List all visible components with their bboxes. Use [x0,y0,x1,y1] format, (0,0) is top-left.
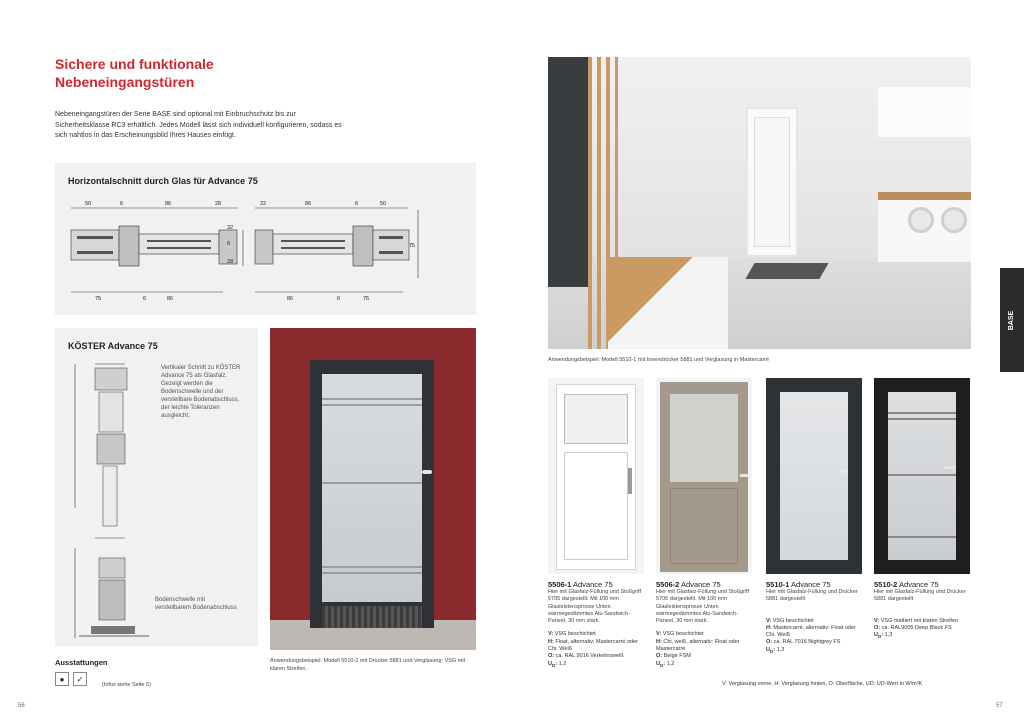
spec-ud: 1,2 [666,660,675,667]
dim-vertical-2: 6 [227,241,231,247]
vertical-section-description: Vertikaler Schnitt zu KÖSTER Advance 75 als Glasfalz. Gezeigt werden die Bodenschwelle und der verstellbare Bodenabschluss, der leichte Toleranzen ausgleicht. [161,365,241,419]
product-code: 5510-2 [874,580,898,589]
title-line-1: Sichere und funktionale [55,56,214,72]
product-text: Hier mit Glasfalz-Füllung und Stoßgriff 5705 dargestellt. Mit 100 mm Glasleistensprosse Unten wärmegedämmtes Alu-Sandwich-Paneel, 30 mm stark. [548,589,642,625]
door-photo-red-wall [270,328,476,650]
intro-text: Nebeneingangstüren der Serie BASE sind optional mit Einbruchschutz bis zur Sicherheitsklasse RC3 erhältlich. Jedes Modell lässt sich individuell konfigurieren, sodass es sich nahtlos in das Erscheinungsbild Ihres Hauses einfügt. [55,111,342,139]
spec-v: VSG beschichtet [554,631,596,638]
product-title [874,580,978,589]
dim-top-left-4: 28 [215,201,222,207]
product-info-5506-2 [656,580,754,669]
door-card-5510-2 [874,378,970,574]
spec-v: VSG beschichtet [772,617,814,624]
vertical-section-drawing [69,358,159,643]
dim-top-right-3: 6 [355,201,359,207]
product-title [656,580,754,589]
horizontal-section-panel [55,163,476,315]
dim-bottom-right-3: 75 [363,296,370,302]
title-line-2: Nebeneingangstüren [55,74,195,90]
washing-machine-icon-2 [941,207,967,233]
ausstattungen-title: Ausstattungen [55,658,108,667]
ausstattungen-note: (Infos siehe Seite 5) [102,682,151,688]
product-code: 5506-2 [656,580,680,589]
dim-height: 75 [409,243,416,249]
dim-vertical-3: 28 [227,259,234,265]
vertical-section-title: KÖSTER Advance 75 [68,341,158,351]
horizontal-section-drawing [63,196,468,306]
product-title [766,580,864,589]
product-text: Hier mit Glasfalz-Füllung und Drücker 5881 dargestellt [874,589,966,603]
dim-top-left-2: 6 [120,201,124,207]
washing-machine-icon [908,207,934,233]
dim-bottom-left-3: 86 [167,296,174,302]
spec-v: VSG beschichtet [662,631,704,638]
dim-vertical-1: 32 [227,225,234,231]
spec-h: Float, alternativ: Mastercarré oder Chi. Weiß [548,638,638,653]
product-text: Hier mit Glasfalz-Füllung und Stoßgriff 5706 dargestellt. Mit 100 mm Glasleistensprosse Unten wärmegedämmtes Alu-Sandwich-Paneel, 30 mm stark. [656,589,750,625]
product-spec: V: VSG beschichtet H: Chi. weiß, alternativ: Float oder Mastercarré O: Beige FSM $U_D$: 1,2 [656,631,740,668]
product-name: Advance 75 [791,580,831,589]
product-name: Advance 75 [899,580,939,589]
spec-ud: 1,3 [884,632,893,639]
product-title [548,580,646,589]
series-side-tab [1000,268,1024,372]
page-number-left: 56 [18,703,25,709]
horizontal-section-title: Horizontalschnitt durch Glas für Advance 75 [68,176,258,186]
interior-photo [548,57,971,349]
dim-bottom-right-1: 86 [287,296,294,302]
dim-bottom-right-2: 6 [337,296,341,302]
product-info-5510-2 [874,580,978,641]
door-handle [422,470,432,474]
door-card-5510-1 [766,378,862,574]
spec-v: VSG mattiert mit klaren Streifen [880,617,959,624]
dim-top-right-1: 22 [260,201,267,207]
spec-ud: 1,2 [558,660,567,667]
product-code: 5506-1 [548,580,572,589]
product-text: Hier mit Glasfalz-Füllung und Drücker 5881 dargestellt [766,589,858,603]
product-spec: V: VSG beschichtet H: Mastercarré, alternativ: Float oder Chi. Weiß O: ca. RAL 7016 Nightgrey FS $U_D$: 1,3 [766,617,856,654]
spec-h: Chi. weiß, alternativ: Float oder Mastercarré [656,638,740,653]
product-name: Advance 75 [681,580,721,589]
vertical-section-panel [55,328,258,646]
photo-caption-right: Anwendungsbeispiel: Modell 5510-1 mit Innendrücker 5881 und Verglasung in Mastercarré [548,357,770,363]
door-card-5506-2 [656,378,752,574]
spec-o: Beige FSM [663,653,691,660]
lock-feature-icon: ● [55,672,69,686]
bodenschwelle-label: Bodenschwelle mit verstellbarem Bodenabschluss [155,597,237,611]
spec-o: ca. RAL 9016 Verkehrsweiß [555,653,624,660]
dim-top-right-2: 86 [305,201,312,207]
page-title [55,55,355,91]
series-side-tab-label: BASE [1008,310,1016,330]
product-spec: V: VSG beschichtet H: Float, alternativ: Mastercarré oder Chi. Weiß O: ca. RAL 9016 Verkehrsweiß $U_D$: 1,2 [548,631,638,668]
spec-o: ca. RAL 7016 Nightgrey FS [773,639,841,646]
photo-caption-left: Anwendungsbeispiel: Modell 5510-2 mit Drücker 5881 und Verglasung: VSG mit klaren Streifen. [270,658,466,672]
spec-ud: 1,3 [776,646,785,653]
spec-o: ca. RAL9005 Deep Black FS [881,624,952,631]
dim-bottom-left-2: 6 [143,296,147,302]
dim-top-right-4: 50 [380,201,387,207]
product-info-5510-1 [766,580,864,655]
legend-text: V: Verglasung vorne, H: Verglasung hinten, O: Oberfläche, UD: UD-Wert in W/m²K [722,681,923,687]
dim-top-left-3: 86 [165,201,172,207]
dim-top-left-1: 50 [85,201,92,207]
dim-bottom-left-1: 75 [95,296,102,302]
product-spec: V: VSG mattiert mit klaren Streifen O: ca. RAL9005 Deep Black FS $U_D$: 1,3 [874,617,959,640]
product-name: Advance 75 [573,580,613,589]
check-feature-icon: ✓ [73,672,87,686]
product-code: 5510-1 [766,580,790,589]
page-number-right: 57 [996,703,1003,709]
door-mat [322,606,422,628]
product-info-5506-1 [548,580,646,669]
door-card-5506-1 [548,378,644,574]
spec-h: Mastercarré, alternativ: Float oder Chi. Weiß [766,624,856,639]
